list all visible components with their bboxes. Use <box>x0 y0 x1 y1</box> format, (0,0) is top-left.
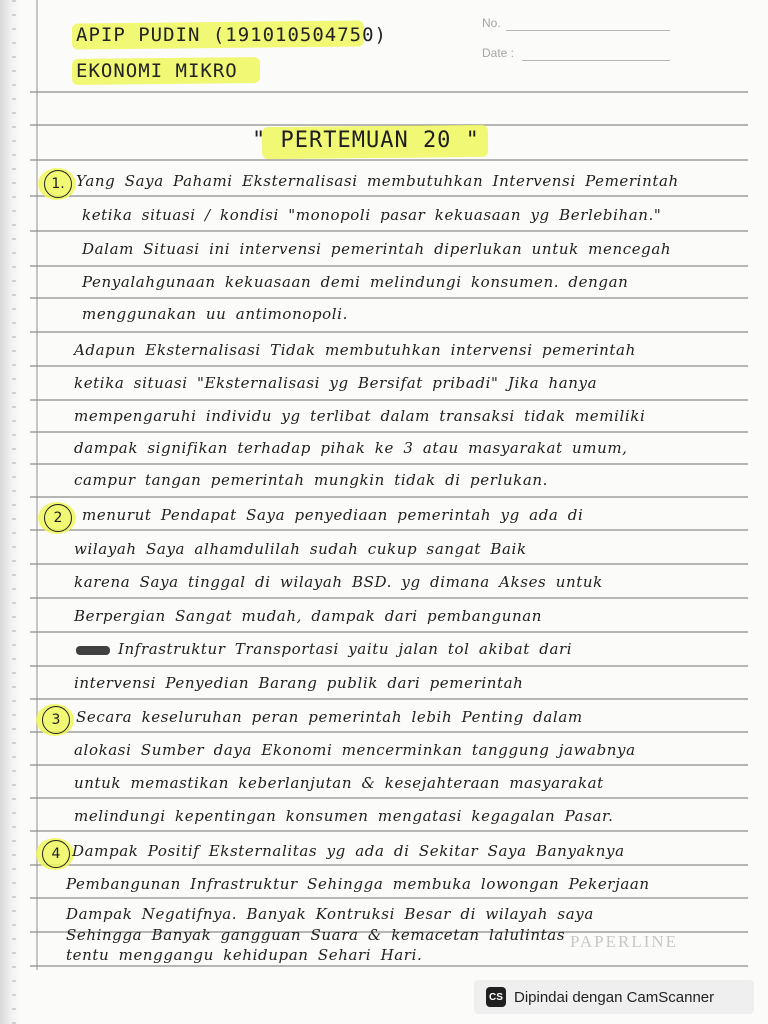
no-underline <box>506 30 670 31</box>
answer-4-line-2: Pembangunan Infrastruktur Sehingga membuka lowongan Pekerjaan <box>66 875 650 893</box>
answer-1-line-7: ketika situasi "Eksternalisasi yg Bersifat pribadi" Jika hanya <box>74 374 598 392</box>
answer-3-line-4: melindungi kepentingan konsumen mengatasi kegagalan Pasar. <box>74 807 614 825</box>
section-number-4: 4 <box>42 840 70 868</box>
page-title: " PERTEMUAN 20 " <box>252 128 480 153</box>
answer-1-line-9: dampak signifikan terhadap pihak ke 3 atau masyarakat umum, <box>74 439 628 457</box>
camscanner-badge <box>474 980 754 1014</box>
answer-2-line-2: wilayah Saya alhamdulilah sudah cukup sangat Baik <box>74 540 527 558</box>
section-number-2: 2 <box>44 504 72 532</box>
answer-1-line-4: Penyalahgunaan kekuasaan demi melindungi konsumen. dengan <box>82 273 629 291</box>
answer-3-line-3: untuk memastikan keberlanjutan & kesejahteraan masyarakat <box>74 774 604 792</box>
answer-4-line-5: tentu menggangu kehidupan Sehari Hari. <box>66 946 423 964</box>
answer-2-line-5: Infrastruktur Transportasi yaitu jalan tol akibat dari <box>118 640 573 658</box>
answer-3-line-1: Secara keseluruhan peran pemerintah lebih Penting dalam <box>76 708 583 726</box>
camscanner-logo-icon: CS <box>486 987 506 1007</box>
date-label: Date : <box>482 46 515 60</box>
answer-4-line-4: Sehingga Banyak gangguan Suara & kemacetan lalulintas <box>66 926 566 944</box>
answer-2-line-6: intervensi Penyedian Barang publik dari pemerintah <box>74 674 524 692</box>
answer-1-line-5: menggunakan uu antimonopoli. <box>82 305 348 323</box>
paperline-watermark: PAPERLINE <box>570 932 679 951</box>
answer-3-line-2: alokasi Sumber daya Ekonomi mencerminkan tanggung jawabnya <box>74 741 636 759</box>
answer-2-line-1: menurut Pendapat Saya penyediaan pemerintah yg ada di <box>82 506 584 524</box>
camscanner-text: Dipindai dengan CamScanner <box>514 988 715 1006</box>
course-name: EKONOMI MIKRO <box>76 60 238 82</box>
answer-1-line-2: ketika situasi / kondisi "monopoli pasar kekuasaan yg Berlebihan." <box>82 206 662 224</box>
date-underline <box>522 60 670 61</box>
answer-4-line-1: Dampak Positif Eksternalitas yg ada di Sekitar Saya Banyaknya <box>72 842 625 860</box>
scribble-mark <box>76 646 110 655</box>
section-number-3: 3 <box>42 706 70 734</box>
answer-4-line-3: Dampak Negatifnya. Banyak Kontruksi Besar di wilayah saya <box>66 905 594 923</box>
answer-1-line-3: Dalam Situasi ini intervensi pemerintah diperlukan untuk mencegah <box>82 240 672 258</box>
section-number-1: 1. <box>44 170 72 198</box>
answer-2-line-4: Berpergian Sangat mudah, dampak dari pembangunan <box>74 607 543 625</box>
answer-1-line-6: Adapun Eksternalisasi Tidak membutuhkan intervensi pemerintah <box>74 341 636 359</box>
student-name-id: APIP PUDIN (191010504750) <box>76 24 387 46</box>
answer-1-line-10: campur tangan pemerintah mungkin tidak di perlukan. <box>74 471 549 489</box>
answer-1-line-8: mempengaruhi individu yg terlibat dalam transaksi tidak memiliki <box>74 407 646 425</box>
no-label: No. <box>482 16 501 30</box>
answer-2-line-3: karena Saya tinggal di wilayah BSD. yg dimana Akses untuk <box>74 573 603 591</box>
answer-1-line-1: Yang Saya Pahami Eksternalisasi membutuhkan Intervensi Pemerintah <box>76 172 679 190</box>
